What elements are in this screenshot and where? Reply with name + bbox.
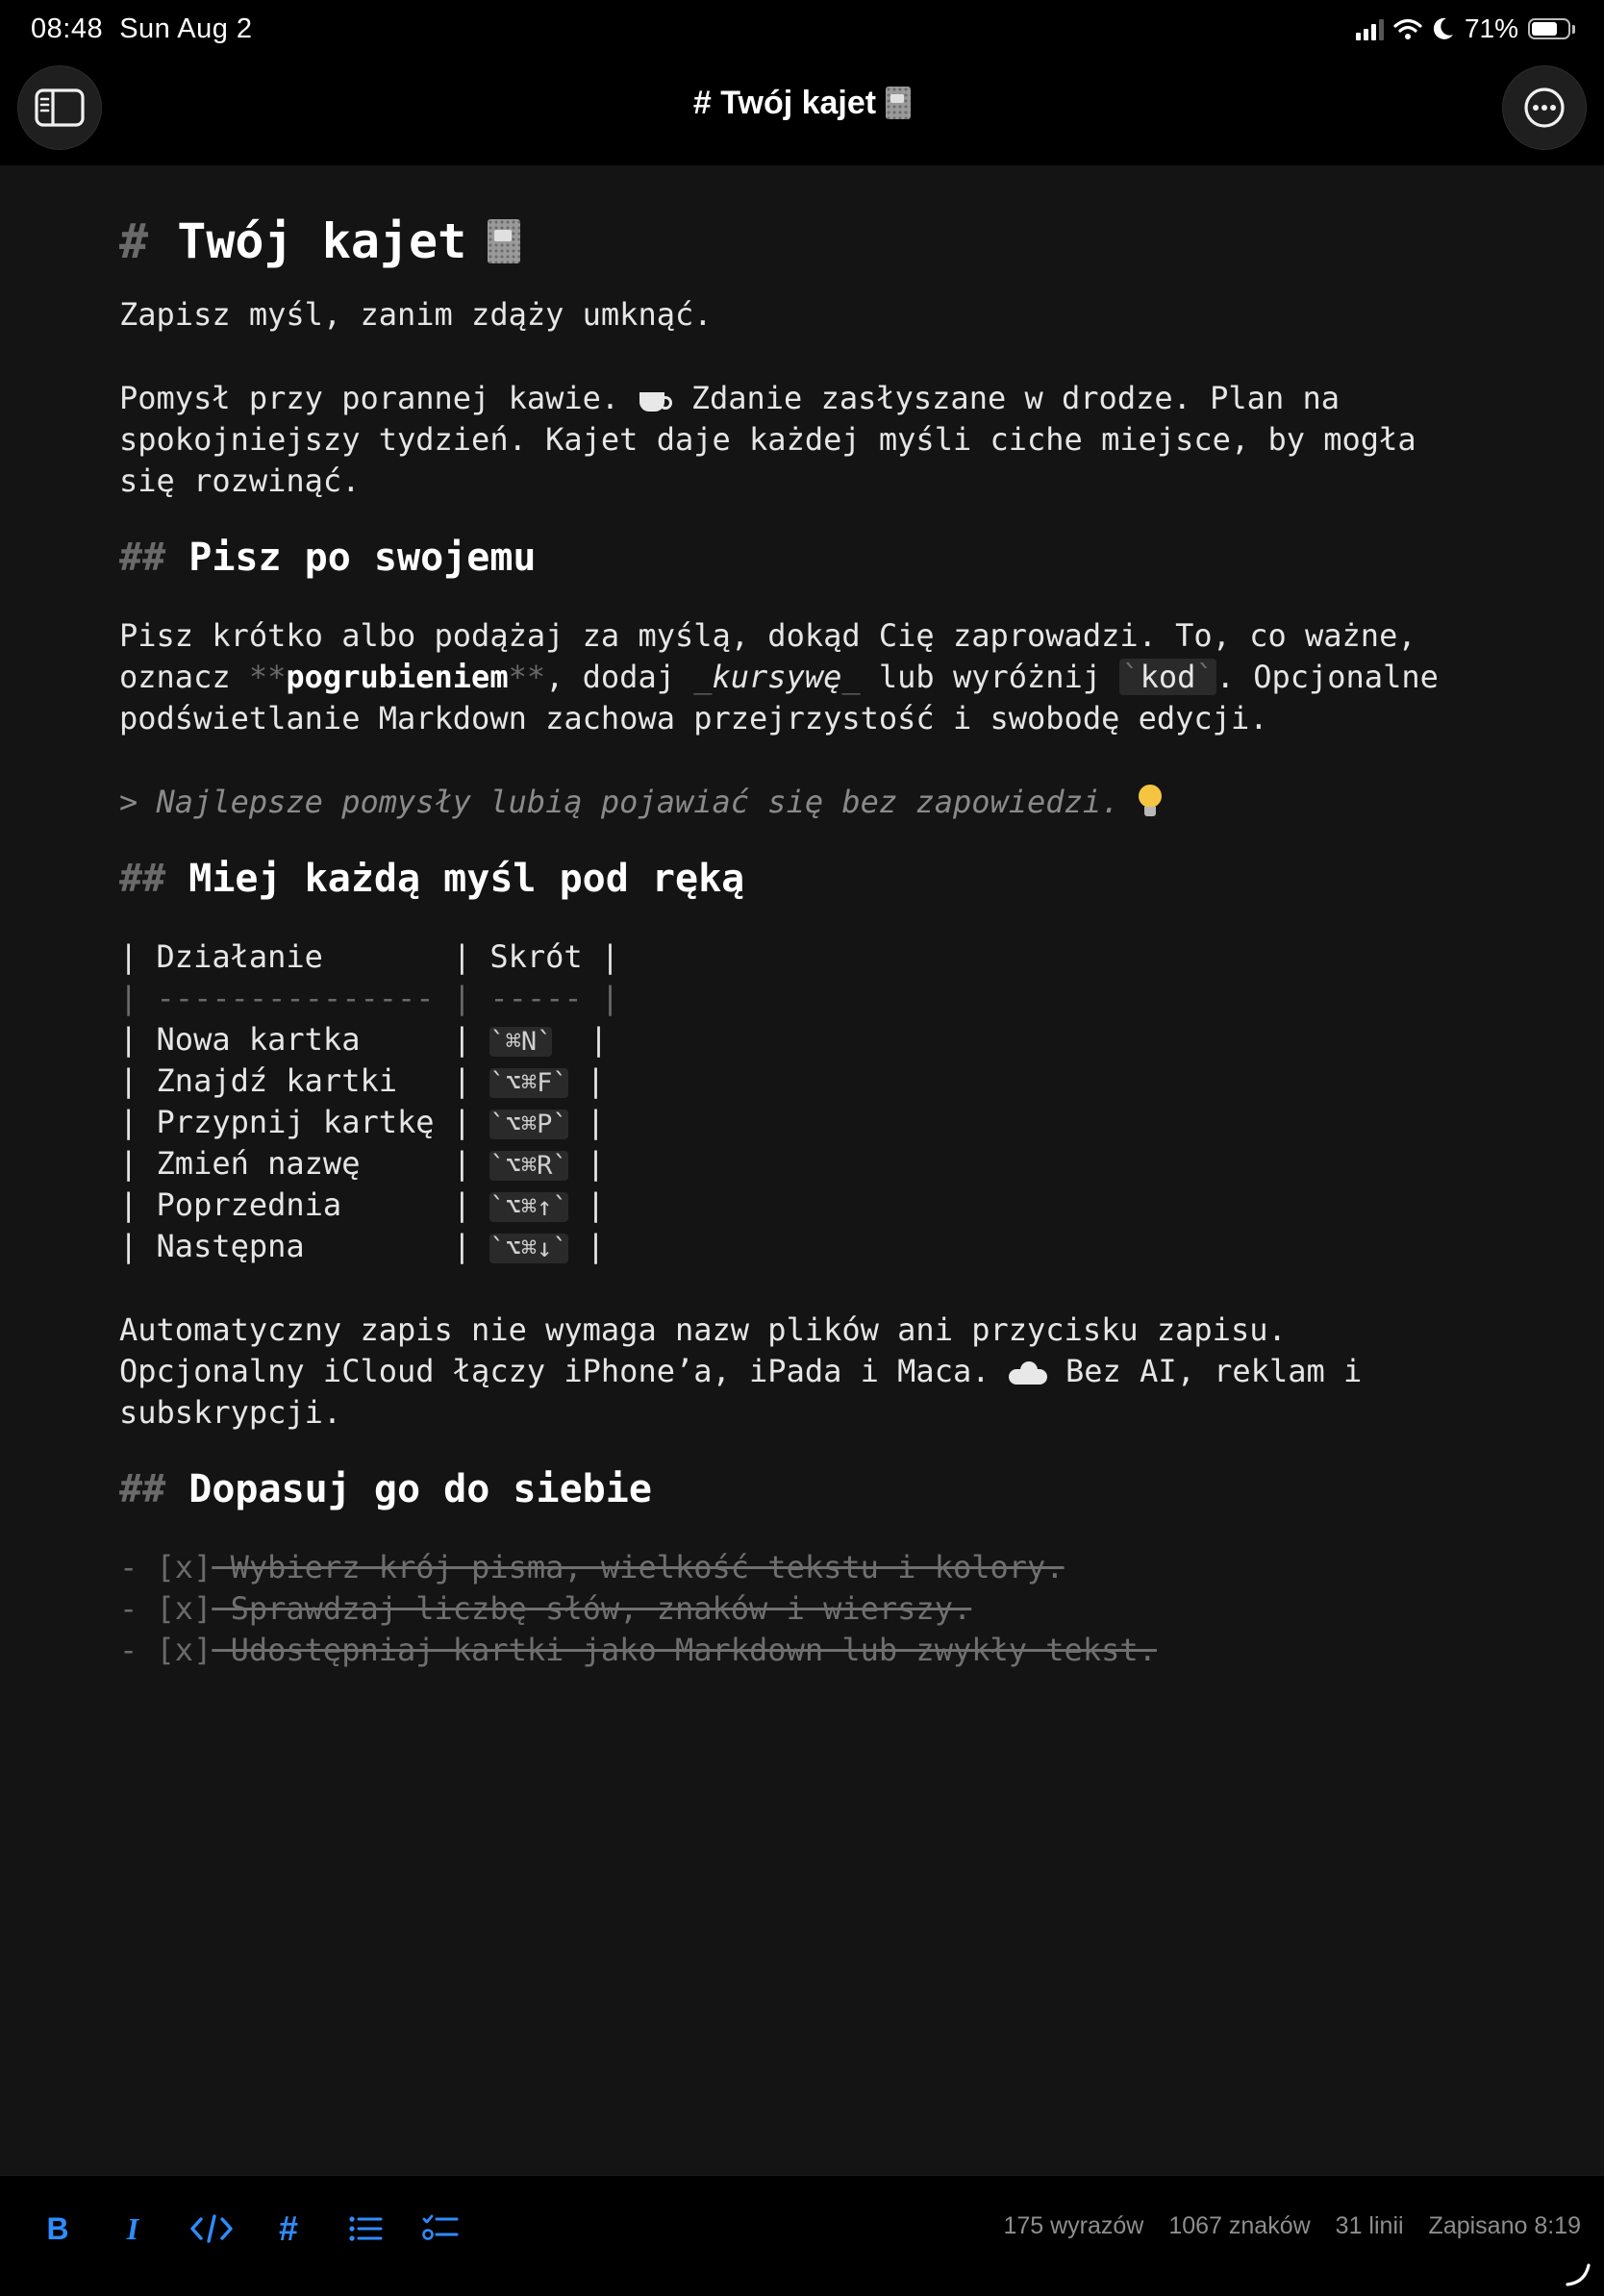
saved-status: Zapisano 8:19 [1428,2212,1581,2239]
table-row: | Następna | `⌥⌘↓` | [119,1228,606,1264]
shortcut-code: `⌥⌘↑` [489,1192,568,1222]
task-item[interactable] [119,1588,1504,1630]
table-row: | Zmień nazwę | `⌥⌘R` | [119,1145,606,1182]
wifi-icon [1393,17,1422,40]
format-toolbar [0,2175,1604,2296]
battery-percentage: 71% [1464,13,1518,43]
task-checkbox-mark: - [x] [119,1590,213,1627]
paragraph-line: Zapisz myśl, zanim zdąży umknąć. [119,296,713,333]
paragraph-line: oznacz **pogrubieniem**, dodaj _kursywę_ lub wyróżnij `kod`. Opcjonalne [119,659,1439,695]
status-indicators [1356,13,1575,44]
checklist-icon [422,2213,459,2244]
paragraph-line: spokojniejszy tydzień. Kajet daje każdej myśli ciche miejsce, by mogła [119,421,1416,458]
heading-button[interactable]: # [278,2209,299,2248]
code-button[interactable] [183,2205,240,2253]
bullet-list-button[interactable] [337,2205,394,2253]
cellular-signal-icon [1356,17,1384,40]
paragraph-line: Pisz krótko albo podążaj za myślą, dokąd Cię zaprowadzi. To, co ważne, [119,617,1416,654]
paragraph-line: subskrypcji. [119,1394,342,1431]
document-stats [1003,2212,1581,2240]
task-checkbox-mark: - [x] [119,1549,213,1585]
shortcut-code: `⌥⌘R` [489,1151,568,1181]
paragraph-line: podświetlanie Markdown zachowa przejrzystość i swobodę edycji. [119,700,1268,736]
cloud-emoji-icon [1009,1361,1047,1386]
heading-2: ## Dopasuj go do siebie [119,1467,652,1511]
shortcut-code: `⌥⌘↓` [489,1234,568,1263]
table-separator: | --------------- | ----- | [119,980,620,1016]
shortcut-code: `⌥⌘F` [489,1068,568,1098]
heading-1: # Twój kajet [119,208,1504,275]
table-row: | Poprzednia | `⌥⌘↑` | [119,1186,606,1223]
table-body [119,1019,1504,1267]
task-text: Udostępniaj kartki jako Markdown lub zwykły tekst. [212,1632,1157,1668]
bold-button[interactable]: B [46,2210,69,2246]
light-bulb-emoji-icon [1139,785,1162,817]
table-row: | Znajdź kartki | `⌥⌘F` | [119,1062,606,1099]
status-bar [0,0,1604,62]
ellipsis-circle-icon [1523,87,1566,129]
shortcut-code: `⌥⌘P` [489,1110,568,1139]
page-title: # Twój kajet [0,85,1604,122]
task-text: Sprawdzaj liczbę słów, znaków i wierszy. [212,1590,972,1627]
table-header: | Działanie | Skrót | [119,938,620,975]
task-item[interactable] [119,1547,1504,1588]
task-checkbox-mark: - [x] [119,1632,213,1668]
table-row: | Nowa kartka | `⌘N` | [119,1021,609,1058]
more-options-button[interactable] [1502,65,1587,150]
paragraph-line: się rozwinąć. [119,462,361,499]
markdown-editor[interactable] [119,165,1504,1671]
coffee-emoji-icon [638,385,672,413]
bullet-list-icon [348,2214,383,2243]
word-count: 175 wyrazów [1003,2212,1144,2239]
paragraph-line: Opcjonalny iCloud łączy iPhone’a, iPada i Maca. Bez AI, reklam i [119,1353,1363,1389]
notebook-emoji-icon [886,87,911,119]
table-row: | Przypnij kartkę | `⌥⌘P` | [119,1104,606,1140]
line-count: 31 linii [1335,2212,1404,2239]
task-list [119,1547,1504,1671]
heading-2: ## Pisz po swojemu [119,536,537,580]
status-time: 08:48 Sun Aug 2 [31,13,253,44]
code-icon [189,2213,234,2244]
paragraph-line: Pomysł przy porannej kawie. Zdanie zasłyszane w drodze. Plan na [119,380,1340,416]
task-item[interactable] [119,1630,1504,1671]
checklist-button[interactable] [412,2205,469,2253]
navigation-bar [0,62,1604,165]
status-date: Sun Aug 2 [119,13,253,44]
heading-2: ## Miej każdą myśl pod ręką [119,857,745,901]
italic-button[interactable]: I [126,2210,139,2246]
battery-icon [1528,18,1575,39]
resize-handle-icon[interactable] [1564,2259,1592,2288]
paragraph-line: Automatyczny zapis nie wymaga nazw plików ani przycisku zapisu. [119,1311,1287,1348]
notebook-emoji-icon [488,219,520,263]
task-text: Wybierz krój pisma, wielkość tekstu i kolory. [212,1549,1065,1585]
blockquote: > Najlepsze pomysły lubią pojawiać się bez zapowiedzi. [119,782,1504,823]
do-not-disturb-moon-icon [1432,16,1455,41]
shortcut-code: `⌘N` [489,1027,553,1057]
char-count: 1067 znaków [1168,2212,1311,2239]
